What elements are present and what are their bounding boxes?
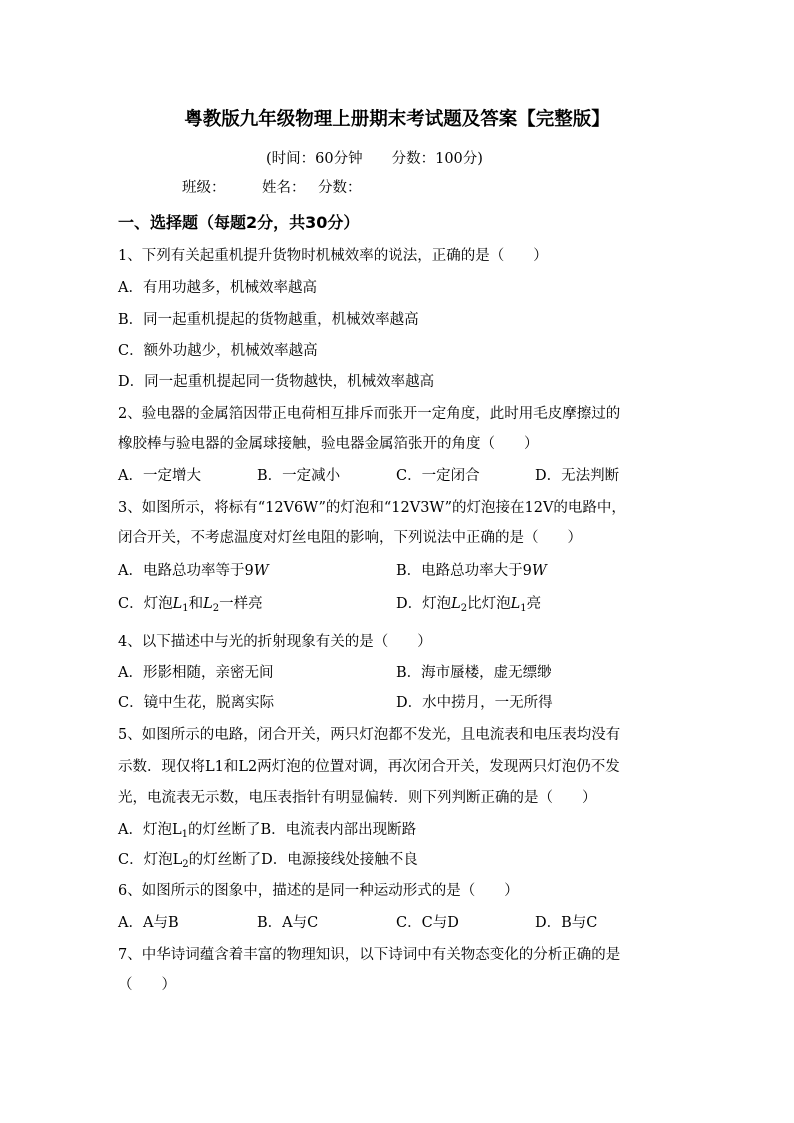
- lamp-subscript: 1: [182, 603, 189, 614]
- q2-options: [0, 466, 794, 486]
- lamp-subscript: 1: [520, 603, 527, 614]
- q1-option-c: C．额外功越少，机械效率越高: [118, 343, 318, 359]
- exam-info: (时间：60分钟 分数：100分): [266, 151, 483, 167]
- q3-option-c-text: C．灯泡: [118, 596, 173, 612]
- question-3-stem-line2: 闭合开关，不考虑温度对灯丝电阻的影响，下列说法中正确的是（ ）: [118, 530, 582, 546]
- q6-options: [0, 913, 794, 933]
- q4-option-c: C．镜中生花，脱离实际: [118, 695, 275, 711]
- lamp-subscript: 1: [181, 829, 188, 840]
- question-5-stem-line3: 光，电流表无示数，电压表指针有明显偏转．则下列判断正确的是（ ）: [118, 790, 597, 806]
- q4-option-b: B．海市蜃楼，虚无缥缈: [396, 665, 552, 681]
- lamp-subscript: 2: [182, 859, 189, 870]
- q3-option-b-text: B．电路总功率大于9: [396, 563, 532, 579]
- q2-option-c: C．一定闭合: [396, 468, 480, 484]
- q5-option-c-text: C．灯泡L: [118, 852, 183, 868]
- q5-option-ab: [118, 820, 416, 840]
- q1-option-a: A．有用功越多，机械效率越高: [118, 280, 317, 296]
- q3-option-d: [396, 594, 541, 614]
- section-heading: 一、选择题（每题2分，共30分）: [118, 213, 360, 232]
- lamp-subscript: 2: [212, 603, 220, 614]
- q3-option-c: [118, 594, 263, 614]
- question-2-stem-line2: 橡胶棒与验电器的金属球接触，验电器金属箔张开的角度（ ）: [118, 436, 539, 452]
- q3-option-a: [118, 561, 269, 581]
- q6-option-c: C．C与D: [396, 915, 459, 931]
- question-1-stem: 1、下列有关起重机提升货物时机械效率的说法，正确的是（ ）: [118, 248, 548, 264]
- q3-option-c-and: 和: [188, 596, 204, 612]
- page-title: 粤教版九年级物理上册期末考试题及答案【完整版】: [184, 109, 610, 130]
- q1-option-d: D．同一起重机提起同一货物越快，机械效率越高: [118, 374, 435, 390]
- q2-option-a: A．一定增大: [118, 468, 201, 484]
- question-5-stem-line2: 示数．现仅将L1和L2两灯泡的位置对调，再次闭合开关，发现两只灯泡仍不发: [118, 759, 620, 775]
- q6-option-a: A．A与B: [118, 915, 179, 931]
- q5-option-b-text: 的灯丝断了B．电流表内部出现断路: [187, 822, 417, 838]
- watt-unit: W: [531, 563, 547, 579]
- q3-option-c-tail: 一样亮: [219, 596, 263, 612]
- q4-options-row2: [0, 693, 794, 713]
- question-2-stem-line1: 2、验电器的金属箔因带正电荷相互排斥而张开一定角度，此时用毛皮摩擦过的: [118, 406, 621, 422]
- q6-option-d: D．B与C: [535, 915, 598, 931]
- q5-option-d-text: 的灯丝断了D．电源接线处接触不良: [188, 852, 418, 868]
- class-field: 班级：: [182, 180, 226, 196]
- q3-option-b: [396, 561, 547, 581]
- score-field: 分数：: [318, 180, 362, 196]
- lamp-subscript: 2: [460, 603, 468, 614]
- q4-options-row1: [0, 663, 794, 683]
- q2-option-b: B．一定减小: [257, 468, 341, 484]
- question-3-stem-line1: 3、如图所示，将标有“12V6W”的灯泡和“12V3W”的灯泡接在12V的电路中，: [118, 500, 626, 516]
- question-7-stem-line2: （ ）: [118, 977, 176, 993]
- q2-option-d: D．无法判断: [535, 468, 620, 484]
- q3-option-d-tail: 亮: [526, 596, 542, 612]
- question-7-stem-line1: 7、中华诗词蕴含着丰富的物理知识，以下诗词中有关物态变化的分析正确的是: [118, 947, 621, 963]
- q3-options-row2: [0, 594, 794, 618]
- question-6-stem: 6、如图所示的图象中，描述的是同一种运动形式的是（ ）: [118, 883, 519, 899]
- lamp-symbol: L: [451, 596, 461, 612]
- q3-option-a-text: A．电路总功率等于9: [118, 563, 254, 579]
- q1-option-b: B．同一起重机提起的货物越重，机械效率越高: [118, 312, 419, 328]
- q3-option-d-text: D．灯泡: [396, 596, 452, 612]
- q3-option-d-mid: 比灯泡: [467, 596, 511, 612]
- lamp-symbol: L: [172, 596, 183, 612]
- q3-options-row1: [0, 561, 794, 583]
- watt-unit: W: [253, 563, 269, 579]
- q5-option-cd: [118, 850, 418, 870]
- q4-option-a: A．形影相随，亲密无间: [118, 665, 274, 681]
- q6-option-b: B．A与C: [257, 915, 319, 931]
- question-4-stem: 4、以下描述中与光的折射现象有关的是（ ）: [118, 634, 432, 650]
- q5-option-a-text: A．灯泡L: [118, 822, 182, 838]
- lamp-symbol: L: [510, 596, 521, 612]
- lamp-symbol: L: [203, 596, 213, 612]
- q4-option-d: D．水中捞月，一无所得: [396, 695, 553, 711]
- name-field: 姓名：: [262, 180, 306, 196]
- question-5-stem-line1: 5、如图所示的电路，闭合开关，两只灯泡都不发光，且电流表和电压表均没有: [118, 727, 621, 743]
